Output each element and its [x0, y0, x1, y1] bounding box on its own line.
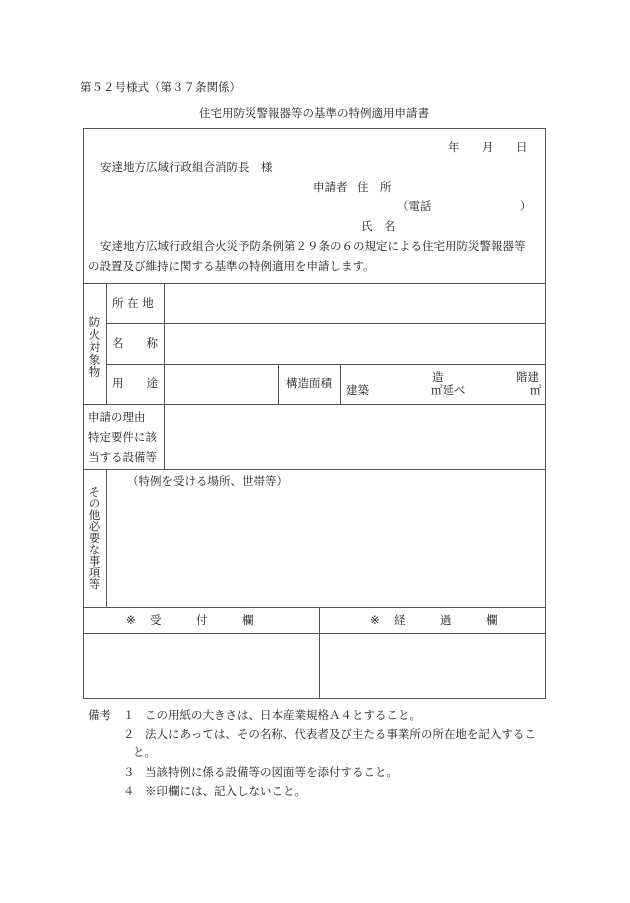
rule-label-value-divider: [164, 283, 165, 469]
other-note: （特例を受ける場所、世帯等）: [127, 474, 288, 488]
statement-line-1: 安達地方広域行政組合火災予防条例第２９条の６の規定による住宅用防災警報器等: [100, 239, 526, 253]
reception-mark: ※: [126, 613, 136, 627]
note-4-num: ４: [123, 784, 135, 798]
note-2-num: ２: [123, 727, 135, 741]
form-title: 住宅用防災警報器等の基準の特例適用申請書: [199, 106, 429, 120]
rule-after-reason: [83, 469, 546, 470]
structure-zo: 造: [432, 370, 444, 384]
m2-nobe: ㎡延べ: [431, 383, 466, 397]
note-3-text: 当該特例に係る設備等の図面等を添付すること。: [145, 765, 398, 779]
reason-line-2: 特定要件に該: [88, 430, 157, 444]
form-number: 第５２号様式（第３７条関係）: [80, 80, 241, 94]
rule-reception-progress-divider: [319, 607, 320, 698]
frame-top: [83, 128, 546, 129]
progress-label: 経 過 欄: [394, 613, 498, 627]
phone-close: ）: [520, 199, 532, 213]
note-1-text: この用紙の大きさは、日本産業規格Ａ４とすること。: [145, 708, 421, 722]
date-month: 月: [482, 140, 494, 154]
progress-mark: ※: [370, 613, 380, 627]
kenchiku-label: 建築: [346, 383, 369, 397]
note-2-text: 法人にあっては、その名称、代表者及び主たる事業所の所在地を記入するこ: [145, 727, 536, 741]
address-label: 住 所: [357, 180, 392, 194]
reception-label: 受 付 欄: [150, 613, 254, 627]
rule-target-label-divider: [106, 283, 107, 404]
m2-unit: ㎡: [530, 383, 542, 397]
structure-area-label: 構造面積: [286, 376, 332, 390]
rule-after-statement: [83, 283, 546, 284]
rule-after-other: [83, 607, 546, 608]
structure-kaiken: 階建: [516, 370, 539, 384]
addressee: 安達地方広域行政組合消防長 様: [100, 160, 273, 174]
target-name-label: 名 称: [112, 336, 158, 350]
note-1-num: １: [123, 708, 135, 722]
reason-line-1: 申請の理由: [88, 410, 146, 424]
rule-after-location: [106, 323, 546, 324]
phone-open: （電話: [397, 199, 432, 213]
use-label: 用 途: [112, 376, 158, 390]
frame-bottom: [83, 698, 546, 699]
rule-after-name: [106, 364, 546, 365]
rule-use-struct-left: [278, 364, 279, 404]
frame-right: [545, 128, 546, 699]
name-label: 氏 名: [361, 219, 396, 233]
date-year: 年: [448, 140, 460, 154]
rule-after-use: [83, 404, 546, 405]
other-vertical-label: その他必要な事項等: [87, 486, 102, 590]
applicant-label: 申請者: [313, 180, 348, 194]
location-label: 所 在 地: [112, 296, 154, 310]
frame-left: [83, 128, 84, 699]
statement-line-2: の設置及び維持に関する基準の特例適用を申請します。: [88, 259, 375, 273]
date-day: 日: [516, 140, 528, 154]
rule-other-divider: [106, 469, 107, 607]
notes-label: 備考: [88, 708, 111, 722]
note-4-text: ※印欄には、記入しないこと。: [145, 784, 306, 798]
note-3-num: ３: [123, 765, 135, 779]
note-2-continuation: と。: [133, 745, 156, 759]
rule-use-struct-right: [340, 364, 341, 404]
reason-line-3: 当する設備等: [88, 450, 157, 464]
target-vertical-label: 防火対象物: [87, 316, 102, 379]
rule-after-reception-header: [83, 633, 546, 634]
